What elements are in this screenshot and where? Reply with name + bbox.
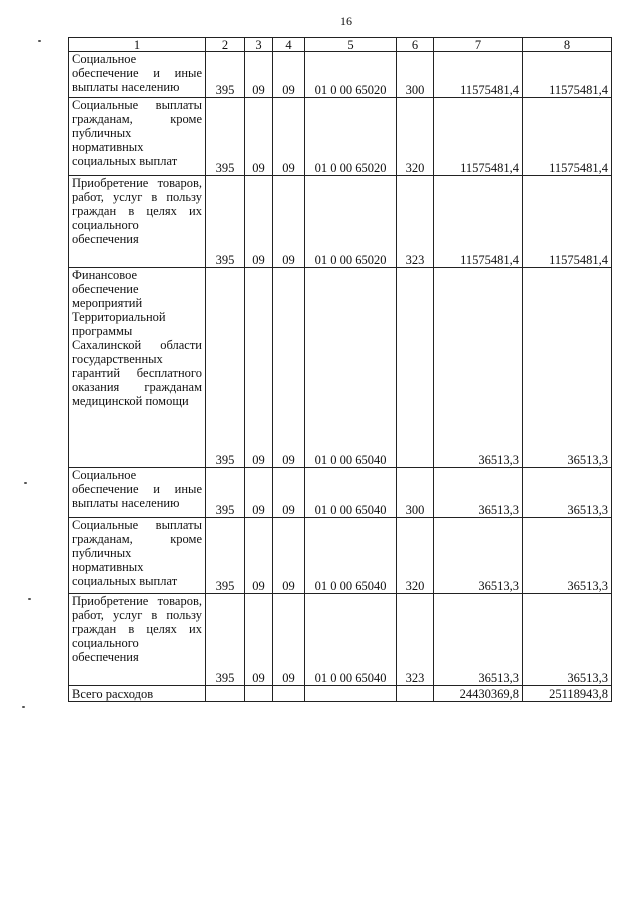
target-article-code: 01 0 00 65040 xyxy=(305,468,397,518)
total-label: Всего расходов xyxy=(69,686,206,702)
page-number: 16 xyxy=(340,14,352,28)
column-header: 2 xyxy=(206,38,245,52)
total-col8: 25118943,8 xyxy=(523,686,612,702)
expense-type-code xyxy=(397,268,434,468)
subsection-code: 09 xyxy=(273,52,305,98)
expense-name: Социальные выплаты гражданам, кроме публичных нормативных социальных выплат xyxy=(69,518,206,594)
amount-col8: 11575481,4 xyxy=(523,52,612,98)
amount-col7: 11575481,4 xyxy=(434,98,523,176)
ministry-code: 395 xyxy=(206,518,245,594)
amount-col8: 36513,3 xyxy=(523,594,612,686)
ministry-code: 395 xyxy=(206,52,245,98)
amount-col8: 36513,3 xyxy=(523,268,612,468)
subsection-code: 09 xyxy=(273,176,305,268)
expense-name: Социальное обеспечение и иные выплаты населению xyxy=(69,52,206,98)
expense-type-code: 323 xyxy=(397,594,434,686)
amount-col7: 36513,3 xyxy=(434,518,523,594)
table-row xyxy=(69,176,612,268)
subsection-code: 09 xyxy=(273,468,305,518)
empty-cell xyxy=(397,686,434,702)
scan-speck xyxy=(22,706,25,708)
expense-name: Приобретение товаров, работ, услуг в пользу граждан в целях их социального обеспечения xyxy=(69,176,206,268)
empty-cell xyxy=(206,686,245,702)
expense-name: Социальные выплаты гражданам, кроме публичных нормативных социальных выплат xyxy=(69,98,206,176)
section-code: 09 xyxy=(245,176,273,268)
ministry-code: 395 xyxy=(206,594,245,686)
total-col7: 24430369,8 xyxy=(434,686,523,702)
table-row xyxy=(69,52,612,98)
section-code: 09 xyxy=(245,468,273,518)
section-code: 09 xyxy=(245,98,273,176)
table-row xyxy=(69,594,612,686)
expense-name: Социальное обеспечение и иные выплаты населению xyxy=(69,468,206,518)
amount-col8: 36513,3 xyxy=(523,518,612,594)
column-header: 4 xyxy=(273,38,305,52)
target-article-code: 01 0 00 65040 xyxy=(305,594,397,686)
amount-col7: 36513,3 xyxy=(434,268,523,468)
target-article-code: 01 0 00 65020 xyxy=(305,98,397,176)
amount-col7: 36513,3 xyxy=(434,468,523,518)
column-number-row xyxy=(69,38,612,52)
expense-type-code: 300 xyxy=(397,52,434,98)
amount-col8: 11575481,4 xyxy=(523,176,612,268)
scan-speck xyxy=(28,598,31,600)
ministry-code: 395 xyxy=(206,268,245,468)
empty-cell xyxy=(245,686,273,702)
target-article-code: 01 0 00 65040 xyxy=(305,268,397,468)
column-header: 6 xyxy=(397,38,434,52)
expense-name: Финансовое обеспечение мероприятий Территориальной программы Сахалинской области государственных гарантий бесплатного оказания гражданам медицинской помощи xyxy=(69,268,206,468)
empty-cell xyxy=(273,686,305,702)
amount-col8: 11575481,4 xyxy=(523,98,612,176)
section-code: 09 xyxy=(245,518,273,594)
table-row xyxy=(69,468,612,518)
total-row xyxy=(69,686,612,702)
expense-type-code: 300 xyxy=(397,468,434,518)
column-header: 8 xyxy=(523,38,612,52)
expense-table xyxy=(68,37,612,702)
target-article-code: 01 0 00 65020 xyxy=(305,176,397,268)
expense-type-code: 323 xyxy=(397,176,434,268)
target-article-code: 01 0 00 65040 xyxy=(305,518,397,594)
ministry-code: 395 xyxy=(206,98,245,176)
expense-type-code: 320 xyxy=(397,518,434,594)
column-header: 7 xyxy=(434,38,523,52)
subsection-code: 09 xyxy=(273,268,305,468)
subsection-code: 09 xyxy=(273,518,305,594)
scan-speck xyxy=(24,482,27,484)
ministry-code: 395 xyxy=(206,176,245,268)
table-row xyxy=(69,268,612,468)
empty-cell xyxy=(305,686,397,702)
subsection-code: 09 xyxy=(273,594,305,686)
expense-name: Приобретение товаров, работ, услуг в пользу граждан в целях их социального обеспечения xyxy=(69,594,206,686)
subsection-code: 09 xyxy=(273,98,305,176)
column-header: 1 xyxy=(69,38,206,52)
amount-col7: 36513,3 xyxy=(434,594,523,686)
ministry-code: 395 xyxy=(206,468,245,518)
section-code: 09 xyxy=(245,52,273,98)
section-code: 09 xyxy=(245,594,273,686)
table-row xyxy=(69,518,612,594)
expense-type-code: 320 xyxy=(397,98,434,176)
amount-col7: 11575481,4 xyxy=(434,52,523,98)
column-header: 3 xyxy=(245,38,273,52)
target-article-code: 01 0 00 65020 xyxy=(305,52,397,98)
table-row xyxy=(69,98,612,176)
amount-col7: 11575481,4 xyxy=(434,176,523,268)
scan-speck xyxy=(38,40,41,42)
amount-col8: 36513,3 xyxy=(523,468,612,518)
column-header: 5 xyxy=(305,38,397,52)
section-code: 09 xyxy=(245,268,273,468)
